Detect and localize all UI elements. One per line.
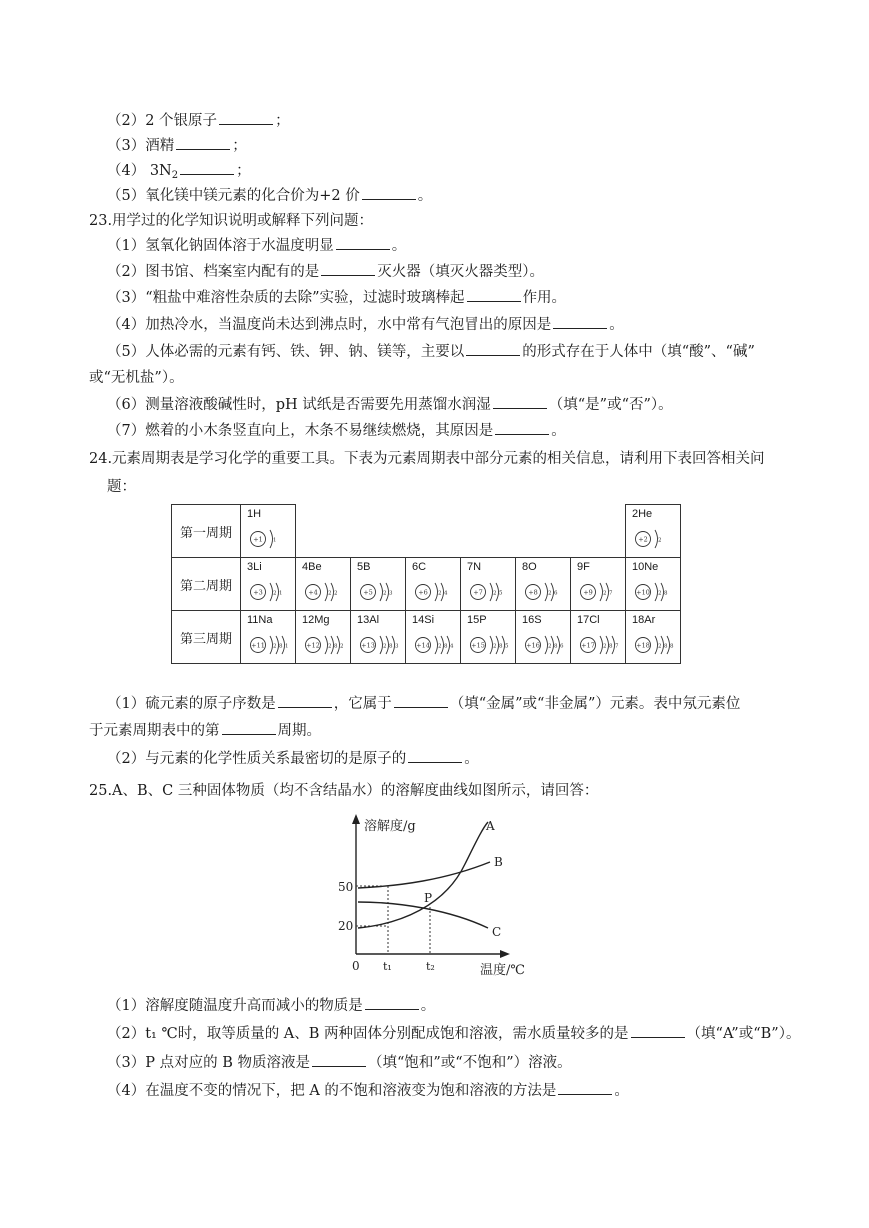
answer-blank[interactable] xyxy=(362,186,416,200)
electron-count: 2 xyxy=(438,643,442,650)
electron-count: 2 xyxy=(658,643,662,650)
answer-blank[interactable] xyxy=(312,1053,366,1067)
nucleus-charge: +10 xyxy=(636,588,650,597)
atom-structure-diagram xyxy=(469,580,513,604)
q25-item-3: （3）P 点对应的 B 物质溶液是 （填“饱和”或“不饱和”）溶液。 xyxy=(107,1055,572,1071)
electron-count: 1 xyxy=(285,643,289,650)
curve-a-label: A xyxy=(486,819,495,833)
nucleus-charge: +3 xyxy=(253,588,263,597)
element-cell xyxy=(626,558,681,611)
electron-count: 2 xyxy=(383,590,387,597)
element-symbol: 11Na xyxy=(247,614,273,626)
q22-item-5: （5）氧化镁中镁元素的化合价为+2 价 。 xyxy=(107,188,433,204)
atom-structure-diagram xyxy=(414,633,458,657)
nucleus-charge: +9 xyxy=(583,588,593,597)
period-label: 第三周期 xyxy=(172,611,241,664)
element-symbol: 8O xyxy=(522,561,537,573)
atom-structure-diagram xyxy=(359,633,403,657)
electron-count: 6 xyxy=(560,643,564,650)
nucleus-charge: +8 xyxy=(528,588,538,597)
nucleus-charge: +2 xyxy=(638,535,648,544)
q23-item-5: （5）人体必需的元素有钙、铁、钾、钠、镁等，主要以 的形式存在于人体中（填“酸”、“碱” xyxy=(107,344,755,360)
electron-count: 2 xyxy=(603,643,607,650)
x-tick-label: t₁ xyxy=(383,960,392,973)
electron-count: 8 xyxy=(499,643,503,650)
element-symbol: 15P xyxy=(467,614,487,626)
q23-item-3: （3）“粗盐中难溶性杂质的去除”实验，过滤时玻璃棒起 作用。 xyxy=(107,290,567,306)
nucleus-charge: +18 xyxy=(636,641,650,650)
curve-a xyxy=(358,822,488,928)
element-cell xyxy=(516,558,571,611)
element-cell xyxy=(241,558,296,611)
q24-item-1: （1）硫元素的原子序数是 ，它属于 （填“金属”或“非金属”）元素。表中氖元素位 xyxy=(107,696,741,712)
atom-structure-diagram xyxy=(524,633,568,657)
element-symbol: 6C xyxy=(412,561,427,573)
electron-count: 2 xyxy=(493,643,497,650)
electron-count: 2 xyxy=(273,643,277,650)
element-cell xyxy=(516,611,571,664)
electron-count: 2 xyxy=(273,590,277,597)
element-cell xyxy=(571,558,626,611)
nucleus-charge: +14 xyxy=(416,641,430,650)
electron-count: 2 xyxy=(603,590,607,597)
element-symbol: 10Ne xyxy=(632,561,659,573)
electron-count: 1 xyxy=(279,590,283,597)
q24-item-2: （2）与元素的化学性质关系最密切的是原子的 。 xyxy=(107,751,479,767)
answer-blank[interactable] xyxy=(176,136,230,150)
q22-item-3: （3）酒精 ； xyxy=(107,138,247,154)
nucleus-charge: +6 xyxy=(418,588,428,597)
atom-structure-diagram xyxy=(359,580,403,604)
answer-blank[interactable] xyxy=(631,1024,685,1038)
nucleus-charge: +16 xyxy=(526,641,540,650)
nucleus-charge: +17 xyxy=(581,641,595,650)
element-symbol: 1H xyxy=(247,508,262,520)
q22-item-4: （4） $3N_2$ ； xyxy=(107,163,251,181)
electron-count: 7 xyxy=(609,590,613,597)
q25-item-4: （4）在温度不变的情况下，把 A 的不饱和溶液变为饱和溶液的方法是 。 xyxy=(107,1083,629,1099)
electron-count: 3 xyxy=(395,643,399,650)
electron-count: 8 xyxy=(664,643,668,650)
atom-structure-diagram xyxy=(634,633,678,657)
q23-item-2: （2）图书馆、档案室内配有的是 灭火器（填灭火器类型）。 xyxy=(107,264,544,280)
answer-blank[interactable] xyxy=(365,996,419,1010)
q22-item-2: （2）2 个银原子 ； xyxy=(107,113,290,129)
y-tick-label: 20 xyxy=(338,919,354,933)
curve-b xyxy=(358,862,490,888)
x-axis-arrow xyxy=(500,950,510,958)
electron-count: 8 xyxy=(279,643,283,650)
x-axis-label: 温度/℃ xyxy=(480,963,525,976)
nucleus-charge: +15 xyxy=(471,641,485,650)
element-symbol: 7N xyxy=(467,561,482,573)
period-label: 第一周期 xyxy=(172,505,241,558)
q23-item-1: （1）氢氧化钠固体溶于水温度明显 。 xyxy=(107,238,407,254)
element-symbol: 9F xyxy=(577,561,590,573)
electron-count: 4 xyxy=(450,643,454,650)
electron-count: 5 xyxy=(505,643,509,650)
element-symbol: 13Al xyxy=(357,614,380,626)
electron-count: 2 xyxy=(548,590,552,597)
electron-count: 2 xyxy=(383,643,387,650)
element-cell xyxy=(626,611,681,664)
element-symbol: 3Li xyxy=(247,561,262,573)
electron-count: 7 xyxy=(615,643,619,650)
electron-count: 2 xyxy=(658,537,662,544)
curve-b-label: B xyxy=(494,855,503,869)
element-cell xyxy=(241,505,296,558)
answer-blank[interactable] xyxy=(493,395,547,409)
atom-structure-diagram xyxy=(249,580,293,604)
atom-structure-diagram xyxy=(579,580,623,604)
element-symbol: 17Cl xyxy=(577,614,600,626)
point-p-label: P xyxy=(424,891,433,905)
atom-structure-diagram xyxy=(304,580,348,604)
electron-count: 8 xyxy=(389,643,393,650)
answer-blank[interactable] xyxy=(278,694,332,708)
q25-item-2: （2）t₁ ℃时，取等质量的 A、B 两种固体分别配成饱和溶液，需水质量较多的是 （填“A”或“B”）。 xyxy=(107,1026,801,1042)
electron-count: 8 xyxy=(664,590,668,597)
nucleus-charge: +1 xyxy=(253,535,263,544)
element-cell xyxy=(241,611,296,664)
element-cell xyxy=(461,611,516,664)
electron-count: 8 xyxy=(334,643,338,650)
electron-count: 5 xyxy=(499,590,503,597)
electron-count: 8 xyxy=(609,643,613,650)
q24-item-1-cont: 于元素周期表中的第 周期。 xyxy=(89,723,321,739)
answer-blank[interactable] xyxy=(321,262,375,276)
q23-title: 23.用学过的化学知识说明或解释下列问题： xyxy=(89,213,374,229)
nucleus-charge: +4 xyxy=(308,588,318,597)
y-tick-label: 50 xyxy=(338,880,354,894)
answer-blank[interactable] xyxy=(466,342,520,356)
element-cell xyxy=(351,558,406,611)
element-cell xyxy=(461,558,516,611)
y-axis-label: 溶解度/g xyxy=(364,819,416,834)
period-label: 第二周期 xyxy=(172,558,241,611)
electron-count: 3 xyxy=(389,590,393,597)
electron-count: 2 xyxy=(328,643,332,650)
electron-count: 2 xyxy=(340,643,344,650)
curve-c xyxy=(358,902,488,928)
atom-structure-diagram xyxy=(249,633,293,657)
element-symbol: 16S xyxy=(522,614,542,626)
q25-title: 25.A、B、C 三种固体物质（均不含结晶水）的溶解度曲线如图所示，请回答： xyxy=(89,783,599,799)
q24-title: 24.元素周期表是学习化学的重要工具。下表为元素周期表中部分元素的相关信息，请利用下表回答相关问 xyxy=(89,451,765,467)
answer-blank[interactable] xyxy=(336,236,390,250)
atom-structure-diagram xyxy=(634,580,678,604)
atom-structure-diagram xyxy=(469,633,513,657)
electron-count: 2 xyxy=(438,590,442,597)
element-symbol: 2He xyxy=(632,508,653,520)
element-cell xyxy=(626,505,681,558)
atom-structure-diagram xyxy=(634,527,678,551)
answer-blank[interactable] xyxy=(495,421,549,435)
nucleus-charge: +7 xyxy=(473,588,483,597)
q24-title-cont: 题： xyxy=(107,479,136,495)
element-symbol: 4Be xyxy=(302,561,322,573)
x-tick-label: t₂ xyxy=(426,960,435,973)
nucleus-charge: +11 xyxy=(251,641,265,650)
nucleus-charge: +5 xyxy=(363,588,373,597)
electron-count: 4 xyxy=(444,590,448,597)
answer-blank[interactable] xyxy=(219,111,273,125)
q23-item-6: （6）测量溶液酸碱性时，pH 试纸是否需要先用蒸馏水润湿 （填“是”或“否”）。 xyxy=(107,397,673,413)
electron-count: 2 xyxy=(328,590,332,597)
electron-count: 2 xyxy=(548,643,552,650)
atom-structure-diagram xyxy=(304,633,348,657)
answer-blank[interactable] xyxy=(467,288,521,302)
electron-count: 8 xyxy=(444,643,448,650)
element-symbol: 5B xyxy=(357,561,371,573)
element-cell xyxy=(406,558,461,611)
curve-c-label: C xyxy=(492,925,502,939)
nucleus-charge: +12 xyxy=(306,641,320,650)
electron-count: 6 xyxy=(554,590,558,597)
y-axis-arrow xyxy=(352,814,360,824)
atom-structure-diagram xyxy=(249,527,293,551)
element-symbol: 18Ar xyxy=(632,614,656,626)
atom-structure-diagram xyxy=(524,580,568,604)
electron-count: 8 xyxy=(670,643,674,650)
element-cell xyxy=(296,558,351,611)
answer-blank[interactable] xyxy=(180,161,234,175)
periodic-table xyxy=(171,504,681,664)
element-cell xyxy=(296,611,351,664)
electron-count: 8 xyxy=(554,643,558,650)
element-cell xyxy=(351,611,406,664)
electron-count: 2 xyxy=(658,590,662,597)
origin-label: 0 xyxy=(352,959,360,973)
atom-structure-diagram xyxy=(579,633,623,657)
element-cell xyxy=(571,611,626,664)
answer-blank[interactable] xyxy=(558,1081,612,1095)
q23-item-7: （7）燃着的小木条竖直向上，木条不易继续燃烧，其原因是 。 xyxy=(107,423,566,439)
element-cell xyxy=(406,611,461,664)
electron-count: 1 xyxy=(273,537,277,544)
q23-item-4: （4）加热冷水，当温度尚未达到沸点时，水中常有气泡冒出的原因是 。 xyxy=(107,317,624,333)
q25-item-1: （1）溶解度随温度升高而减小的物质是 。 xyxy=(107,998,436,1014)
electron-count: 2 xyxy=(334,590,338,597)
electron-count: 2 xyxy=(493,590,497,597)
answer-blank[interactable] xyxy=(394,694,448,708)
element-symbol: 12Mg xyxy=(302,614,330,626)
answer-blank[interactable] xyxy=(222,721,276,735)
atom-structure-diagram xyxy=(414,580,458,604)
element-symbol: 14Si xyxy=(412,614,435,626)
answer-blank[interactable] xyxy=(408,749,462,763)
solubility-chart xyxy=(330,814,540,976)
answer-blank[interactable] xyxy=(553,315,607,329)
nucleus-charge: +13 xyxy=(361,641,375,650)
q23-item-5-cont: 或“无机盐”）。 xyxy=(89,370,184,386)
